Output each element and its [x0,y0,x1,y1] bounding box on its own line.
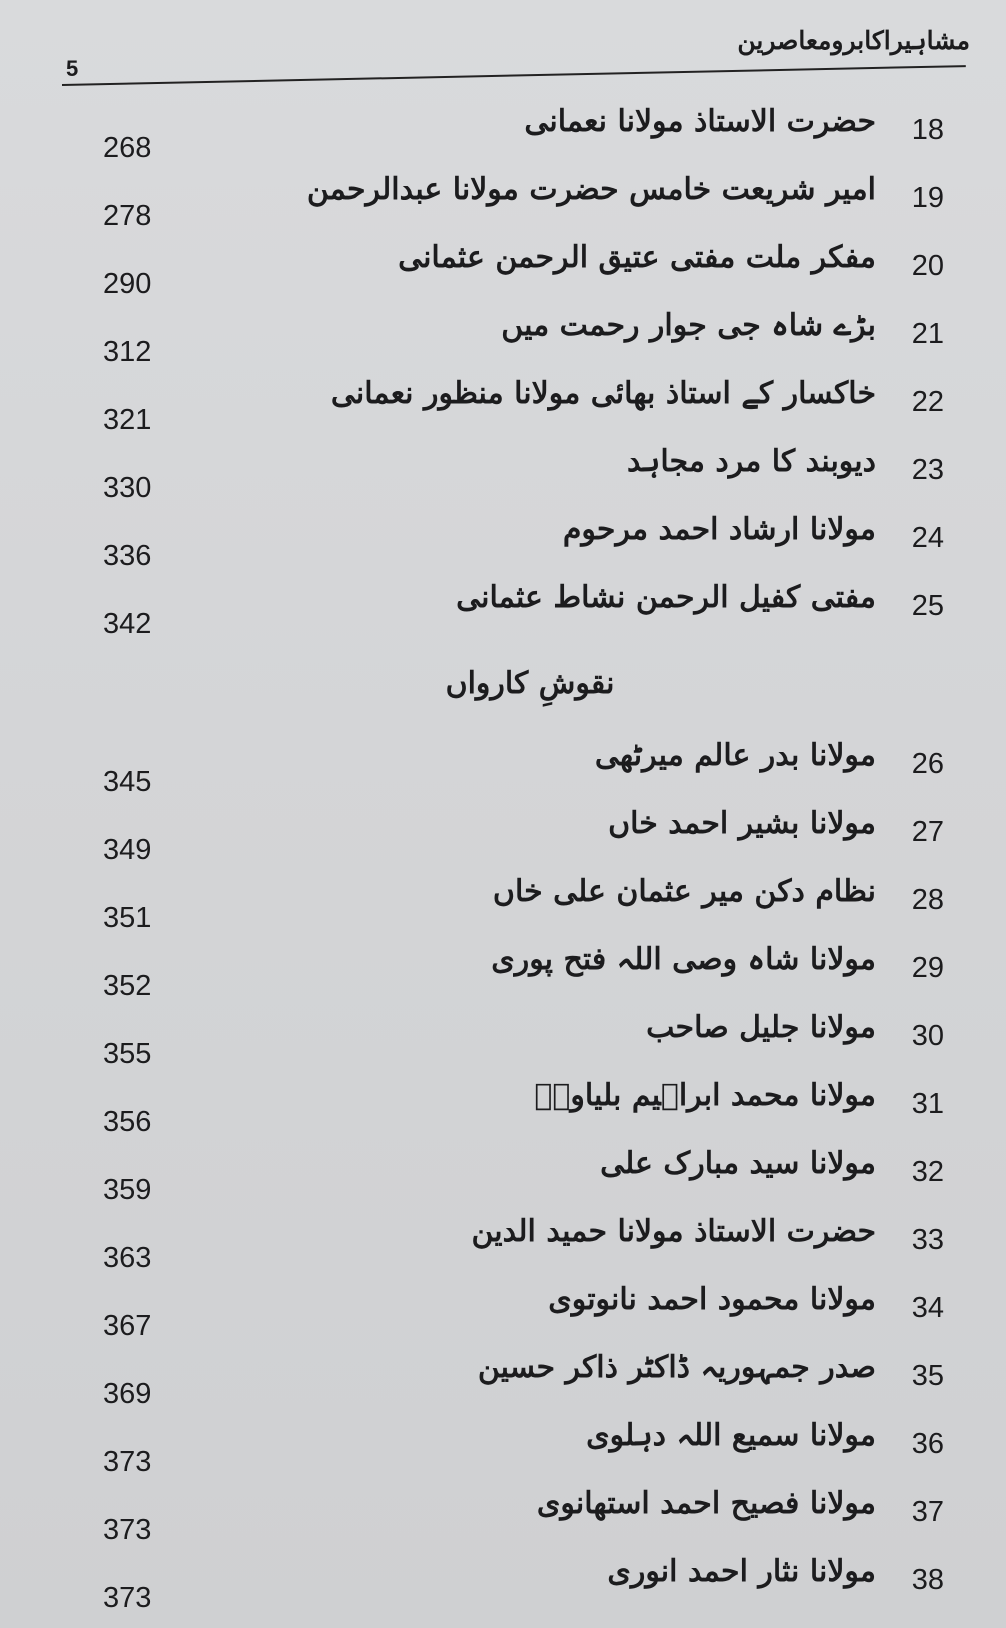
toc-entry-number: 20 [911,250,944,282]
toc-entry [0,240,1006,300]
toc-page-number: 330 [103,472,152,504]
toc-title: نظام دکن میر عثمان علی خاں [492,874,876,909]
toc-page-number: 336 [103,540,152,572]
toc-title: مولانا شاہ وصی اللہ فتح پوری [491,942,876,977]
toc-entry [0,1554,1006,1614]
toc-title: مولانا نثار احمد انوری [607,1554,876,1589]
toc-entry [0,1146,1006,1206]
toc-entry-number: 22 [911,386,944,418]
toc-entry-number: 31 [911,1088,944,1120]
toc-title: مولانا ارشاد احمد مرحوم [562,512,876,547]
toc-page-number: 363 [103,1242,152,1274]
toc-entry [0,1418,1006,1478]
toc-entry [0,444,1006,504]
toc-entry [0,580,1006,640]
toc-entry-number: 34 [911,1292,944,1324]
toc-page-number: 345 [103,766,152,798]
toc-entry-number: 30 [911,1020,944,1052]
toc-title: مولانا محمد ابراہیم بلیاویؒ [534,1078,876,1113]
toc-entry [0,942,1006,1002]
toc-page-number: 268 [103,132,152,164]
header-rule [62,65,966,86]
toc-page-number: 352 [103,970,152,1002]
toc-entry [0,376,1006,436]
toc-title: مولانا محمود احمد نانوتوی [548,1282,876,1317]
toc-title: حضرت الاستاذ مولانا نعمانی [524,104,876,139]
toc-page-number: 369 [103,1378,152,1410]
toc-entry [0,104,1006,164]
toc-entry [0,1282,1006,1342]
toc-entry-number: 25 [911,590,944,622]
toc-title: خاکسار کے استاذ بھائی مولانا منظور نعمانی [330,376,876,411]
toc-title: امیر شریعت خامس حضرت مولانا عبدالرحمن [306,172,876,207]
toc-title: مولانا فصیح احمد استھانوی [536,1486,876,1521]
toc-entry-number: 38 [911,1564,944,1596]
toc-entry [0,738,1006,798]
toc-page-number: 367 [103,1310,152,1342]
toc-page-number: 373 [103,1514,152,1546]
toc-entry [0,512,1006,572]
toc-entry [0,1078,1006,1138]
toc-title: مفتی کفیل الرحمن نشاط عثمانی [456,580,876,615]
toc-title: بڑے شاہ جی جوار رحمت میں [501,308,876,343]
toc-page-number: 278 [103,200,152,232]
toc-entry [0,308,1006,368]
page-number: 5 [66,56,79,81]
toc-page-number: 349 [103,834,152,866]
toc-page-number: 373 [103,1582,152,1614]
toc-entry [0,1214,1006,1274]
toc-page-number: 355 [103,1038,152,1070]
toc-page-number: 321 [103,404,152,436]
toc-entry-number: 33 [911,1224,944,1256]
toc-entry-number: 19 [911,182,944,214]
toc-title: مولانا بشیر احمد خاں [608,806,876,841]
toc-entry-number: 27 [911,816,944,848]
toc-page-number: 290 [103,268,152,300]
toc-entry-number: 36 [911,1428,944,1460]
toc-title: مولانا سید مبارک علی [600,1146,876,1181]
toc-page-number: 359 [103,1174,152,1206]
toc-entry-number: 26 [911,748,944,780]
toc-entry-number: 18 [911,114,944,146]
running-head-title: مشاہیراکابرومعاصرین [737,26,970,55]
section-heading: نقوشِ کارواں [445,666,615,701]
toc-page-number: 373 [103,1446,152,1478]
toc-entry-number: 21 [911,318,944,350]
toc-title: حضرت الاستاذ مولانا حمید الدین [471,1214,876,1249]
toc-title: دیوبند کا مرد مجاہد [627,444,876,479]
toc-title: مولانا جلیل صاحب [646,1010,876,1045]
toc-page-number: 351 [103,902,152,934]
toc-entry-number: 24 [911,522,944,554]
toc-entry [0,1486,1006,1546]
toc-entry [0,1010,1006,1070]
toc-entry-number: 23 [911,454,944,486]
toc-entry [0,172,1006,232]
toc-entry [0,806,1006,866]
toc-page-number: 312 [103,336,152,368]
toc-title: صدر جمہوریہ ڈاکٹر ذاکر حسین [477,1350,876,1385]
toc-entry-number: 29 [911,952,944,984]
toc-page-number: 342 [103,608,152,640]
toc-entry-number: 32 [911,1156,944,1188]
toc-entry-number: 28 [911,884,944,916]
toc-entry [0,1350,1006,1410]
toc-title: مفکر ملت مفتی عتیق الرحمن عثمانی [398,240,876,275]
toc-entry [0,874,1006,934]
toc-entry-number: 35 [911,1360,944,1392]
toc-page-number: 356 [103,1106,152,1138]
toc-title: مولانا سمیع اللہ دہلوی [586,1418,876,1453]
toc-title: مولانا بدر عالم میرٹھی [594,738,876,773]
toc-entry-number: 37 [911,1496,944,1528]
